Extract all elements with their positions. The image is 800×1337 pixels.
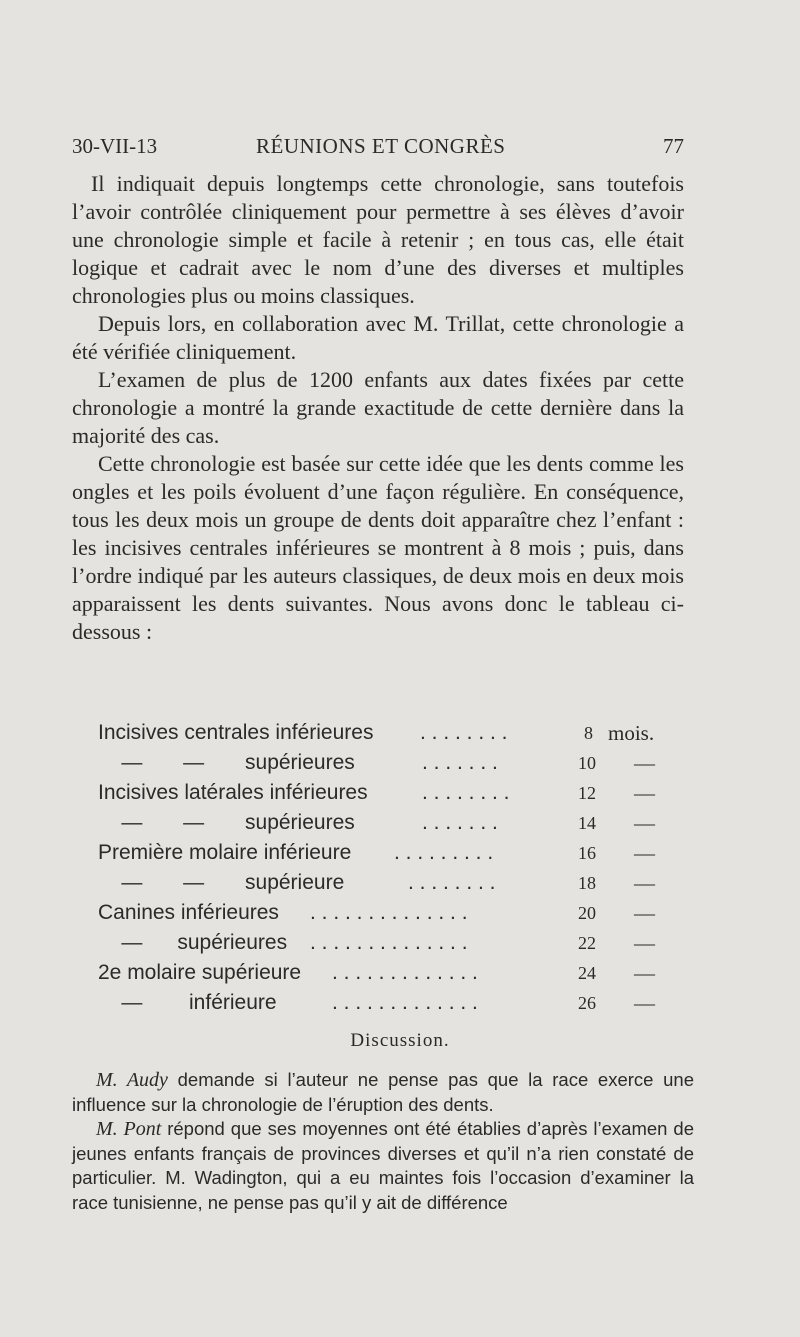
row-month: 12 bbox=[578, 783, 596, 803]
running-header bbox=[72, 134, 684, 162]
chronology-table bbox=[98, 718, 688, 1018]
row-label: Canines inférieures bbox=[98, 901, 279, 924]
table-row bbox=[98, 778, 688, 808]
leader-dots: . . . . . . . . bbox=[408, 871, 496, 894]
leader-dots: . . . . . . . bbox=[422, 811, 498, 834]
row-label: Incisives latérales inférieures bbox=[98, 781, 368, 804]
row-month: 10 bbox=[578, 753, 596, 773]
leader-dots: . . . . . . . bbox=[422, 751, 498, 774]
leader-dots: . . . . . . . . . . . . . . bbox=[310, 931, 468, 954]
row-label: 2e molaire supérieure bbox=[98, 961, 302, 984]
row-label: — — supérieures bbox=[98, 811, 355, 834]
paragraph: Cette chronologie est basée sur cette idée que les dents comme les ongles et les poils évoluent d’une façon régulière. En conséquence, tous les deux mois un groupe de dents doit apparaître chez l’enfant : les incisives centrales inférieures se montrent à 8 mois ; puis, dans l’ordre indiqué par les auteurs classiques, de deux mois en deux mois apparaissent les dents suivantes. Nous avons donc le tableau ci-dessous : bbox=[72, 451, 684, 644]
row-unit: mois. bbox=[608, 721, 655, 745]
paragraph: L’examen de plus de 1200 enfants aux dates fixées par cette chronologie a montré la grande exactitude de cette dernière dans la majorité des cas. bbox=[72, 367, 684, 448]
speaker-text: demande si l’auteur ne pense pas que la race exerce une influence sur la chronologie de l’éruption des dents. bbox=[72, 1069, 694, 1115]
row-unit: — bbox=[634, 901, 655, 925]
paragraph: Depuis lors, en collaboration avec M. Trillat, cette chronologie a été vérifiée cliniquement. bbox=[72, 311, 684, 364]
row-unit: — bbox=[634, 751, 655, 775]
row-month: 20 bbox=[578, 903, 596, 923]
page-number: 77 bbox=[663, 134, 684, 158]
row-unit: — bbox=[634, 871, 655, 895]
discussion-text bbox=[72, 1068, 694, 1215]
section-heading: Discussion. bbox=[350, 1030, 450, 1051]
speaker-text: répond que ses moyennes ont été établies d’après l’examen de jeunes enfants français de provinces diverses et qu’il n’a rien constaté de particulier. M. Wadington, qui a eu maintes fois l’occasion d’examiner la race tunisienne, ne pense pas qu’il y ait de différence bbox=[72, 1118, 694, 1213]
row-month: 14 bbox=[578, 813, 596, 833]
leader-dots: . . . . . . . . bbox=[422, 781, 510, 804]
paragraph: Il indiquait depuis longtemps cette chronologie, sans toutefois l’avoir contrôlée cliniquement pour permettre à ses élèves d’avoir une chronologie simple et facile à retenir ; en tous cas, elle était logique et cadrait avec le nom d’une des diverses et multiples chronologies plus ou moins classiques. bbox=[72, 171, 684, 308]
row-unit: — bbox=[634, 991, 655, 1015]
row-label: — — supérieure bbox=[98, 871, 345, 894]
table-row bbox=[98, 808, 688, 838]
table-row bbox=[98, 718, 688, 748]
paragraph bbox=[72, 1117, 694, 1215]
leader-dots: . . . . . . . . . . . . . bbox=[332, 991, 478, 1014]
body-text bbox=[72, 170, 684, 646]
row-month: 16 bbox=[578, 843, 596, 863]
row-month: 8 bbox=[584, 723, 593, 743]
row-label: — inférieure bbox=[98, 991, 277, 1014]
row-unit: — bbox=[634, 811, 655, 835]
table-row bbox=[98, 988, 688, 1018]
leader-dots: . . . . . . . . . bbox=[394, 841, 494, 864]
table-row bbox=[98, 928, 688, 958]
row-unit: — bbox=[634, 841, 655, 865]
header-date: 30-VII-13 bbox=[72, 134, 158, 158]
header-title: RÉUNIONS ET CONGRÈS bbox=[256, 134, 506, 158]
speaker-name: M. Audy bbox=[96, 1069, 168, 1091]
paragraph bbox=[72, 1068, 694, 1117]
table-row bbox=[98, 748, 688, 778]
leader-dots: . . . . . . . . . . . . . . bbox=[310, 901, 468, 924]
leader-dots: . . . . . . . . bbox=[420, 721, 508, 744]
row-label: Incisives centrales inférieures bbox=[98, 721, 374, 744]
row-unit: — bbox=[634, 961, 655, 985]
leader-dots: . . . . . . . . . . . . . bbox=[332, 961, 478, 984]
row-month: 24 bbox=[578, 963, 596, 983]
speaker-name: M. Pont bbox=[96, 1118, 162, 1140]
row-month: 18 bbox=[578, 873, 596, 893]
row-month: 22 bbox=[578, 933, 596, 953]
table-row bbox=[98, 868, 688, 898]
table-row bbox=[98, 838, 688, 868]
row-unit: — bbox=[634, 781, 655, 805]
row-label: — — supérieures bbox=[98, 751, 355, 774]
table-row bbox=[98, 958, 688, 988]
row-month: 26 bbox=[578, 993, 596, 1013]
row-label: Première molaire inférieure bbox=[98, 841, 352, 864]
table-row bbox=[98, 898, 688, 928]
row-label: — supérieures bbox=[98, 931, 288, 954]
row-unit: — bbox=[634, 931, 655, 955]
